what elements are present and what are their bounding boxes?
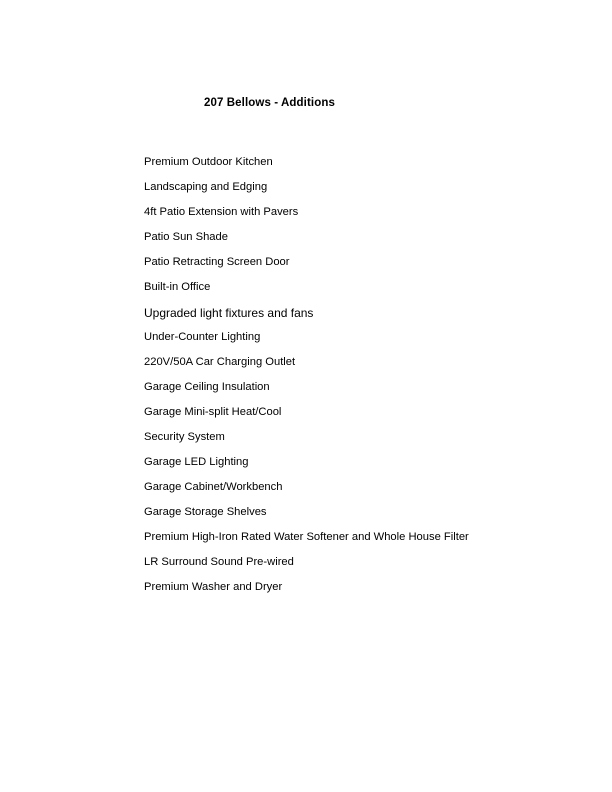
list-item: Garage Storage Shelves bbox=[144, 506, 267, 518]
list-item: Garage LED Lighting bbox=[144, 456, 249, 468]
list-item: Landscaping and Edging bbox=[144, 181, 268, 193]
list-item: Patio Sun Shade bbox=[144, 231, 228, 243]
list-item: Premium High-Iron Rated Water Softener and Whole House Filter bbox=[144, 531, 469, 543]
list-item: 4ft Patio Extension with Pavers bbox=[144, 206, 299, 218]
list-item: Under-Counter Lighting bbox=[144, 331, 261, 343]
additions-list bbox=[144, 155, 469, 605]
list-item: 220V/50A Car Charging Outlet bbox=[144, 356, 296, 368]
list-item: Built-in Office bbox=[144, 281, 211, 293]
list-item: Patio Retracting Screen Door bbox=[144, 256, 290, 268]
list-item: Garage Mini-split Heat/Cool bbox=[144, 406, 282, 418]
list-item: Premium Outdoor Kitchen bbox=[144, 156, 273, 168]
list-item: Garage Ceiling Insulation bbox=[144, 381, 270, 393]
list-item: Security System bbox=[144, 431, 225, 443]
document-title: 207 Bellows - Additions bbox=[204, 97, 335, 109]
list-item: Garage Cabinet/Workbench bbox=[144, 481, 283, 493]
list-item: Upgraded light fixtures and fans bbox=[144, 306, 314, 320]
list-item: Premium Washer and Dryer bbox=[144, 581, 283, 593]
list-item: LR Surround Sound Pre-wired bbox=[144, 556, 294, 568]
